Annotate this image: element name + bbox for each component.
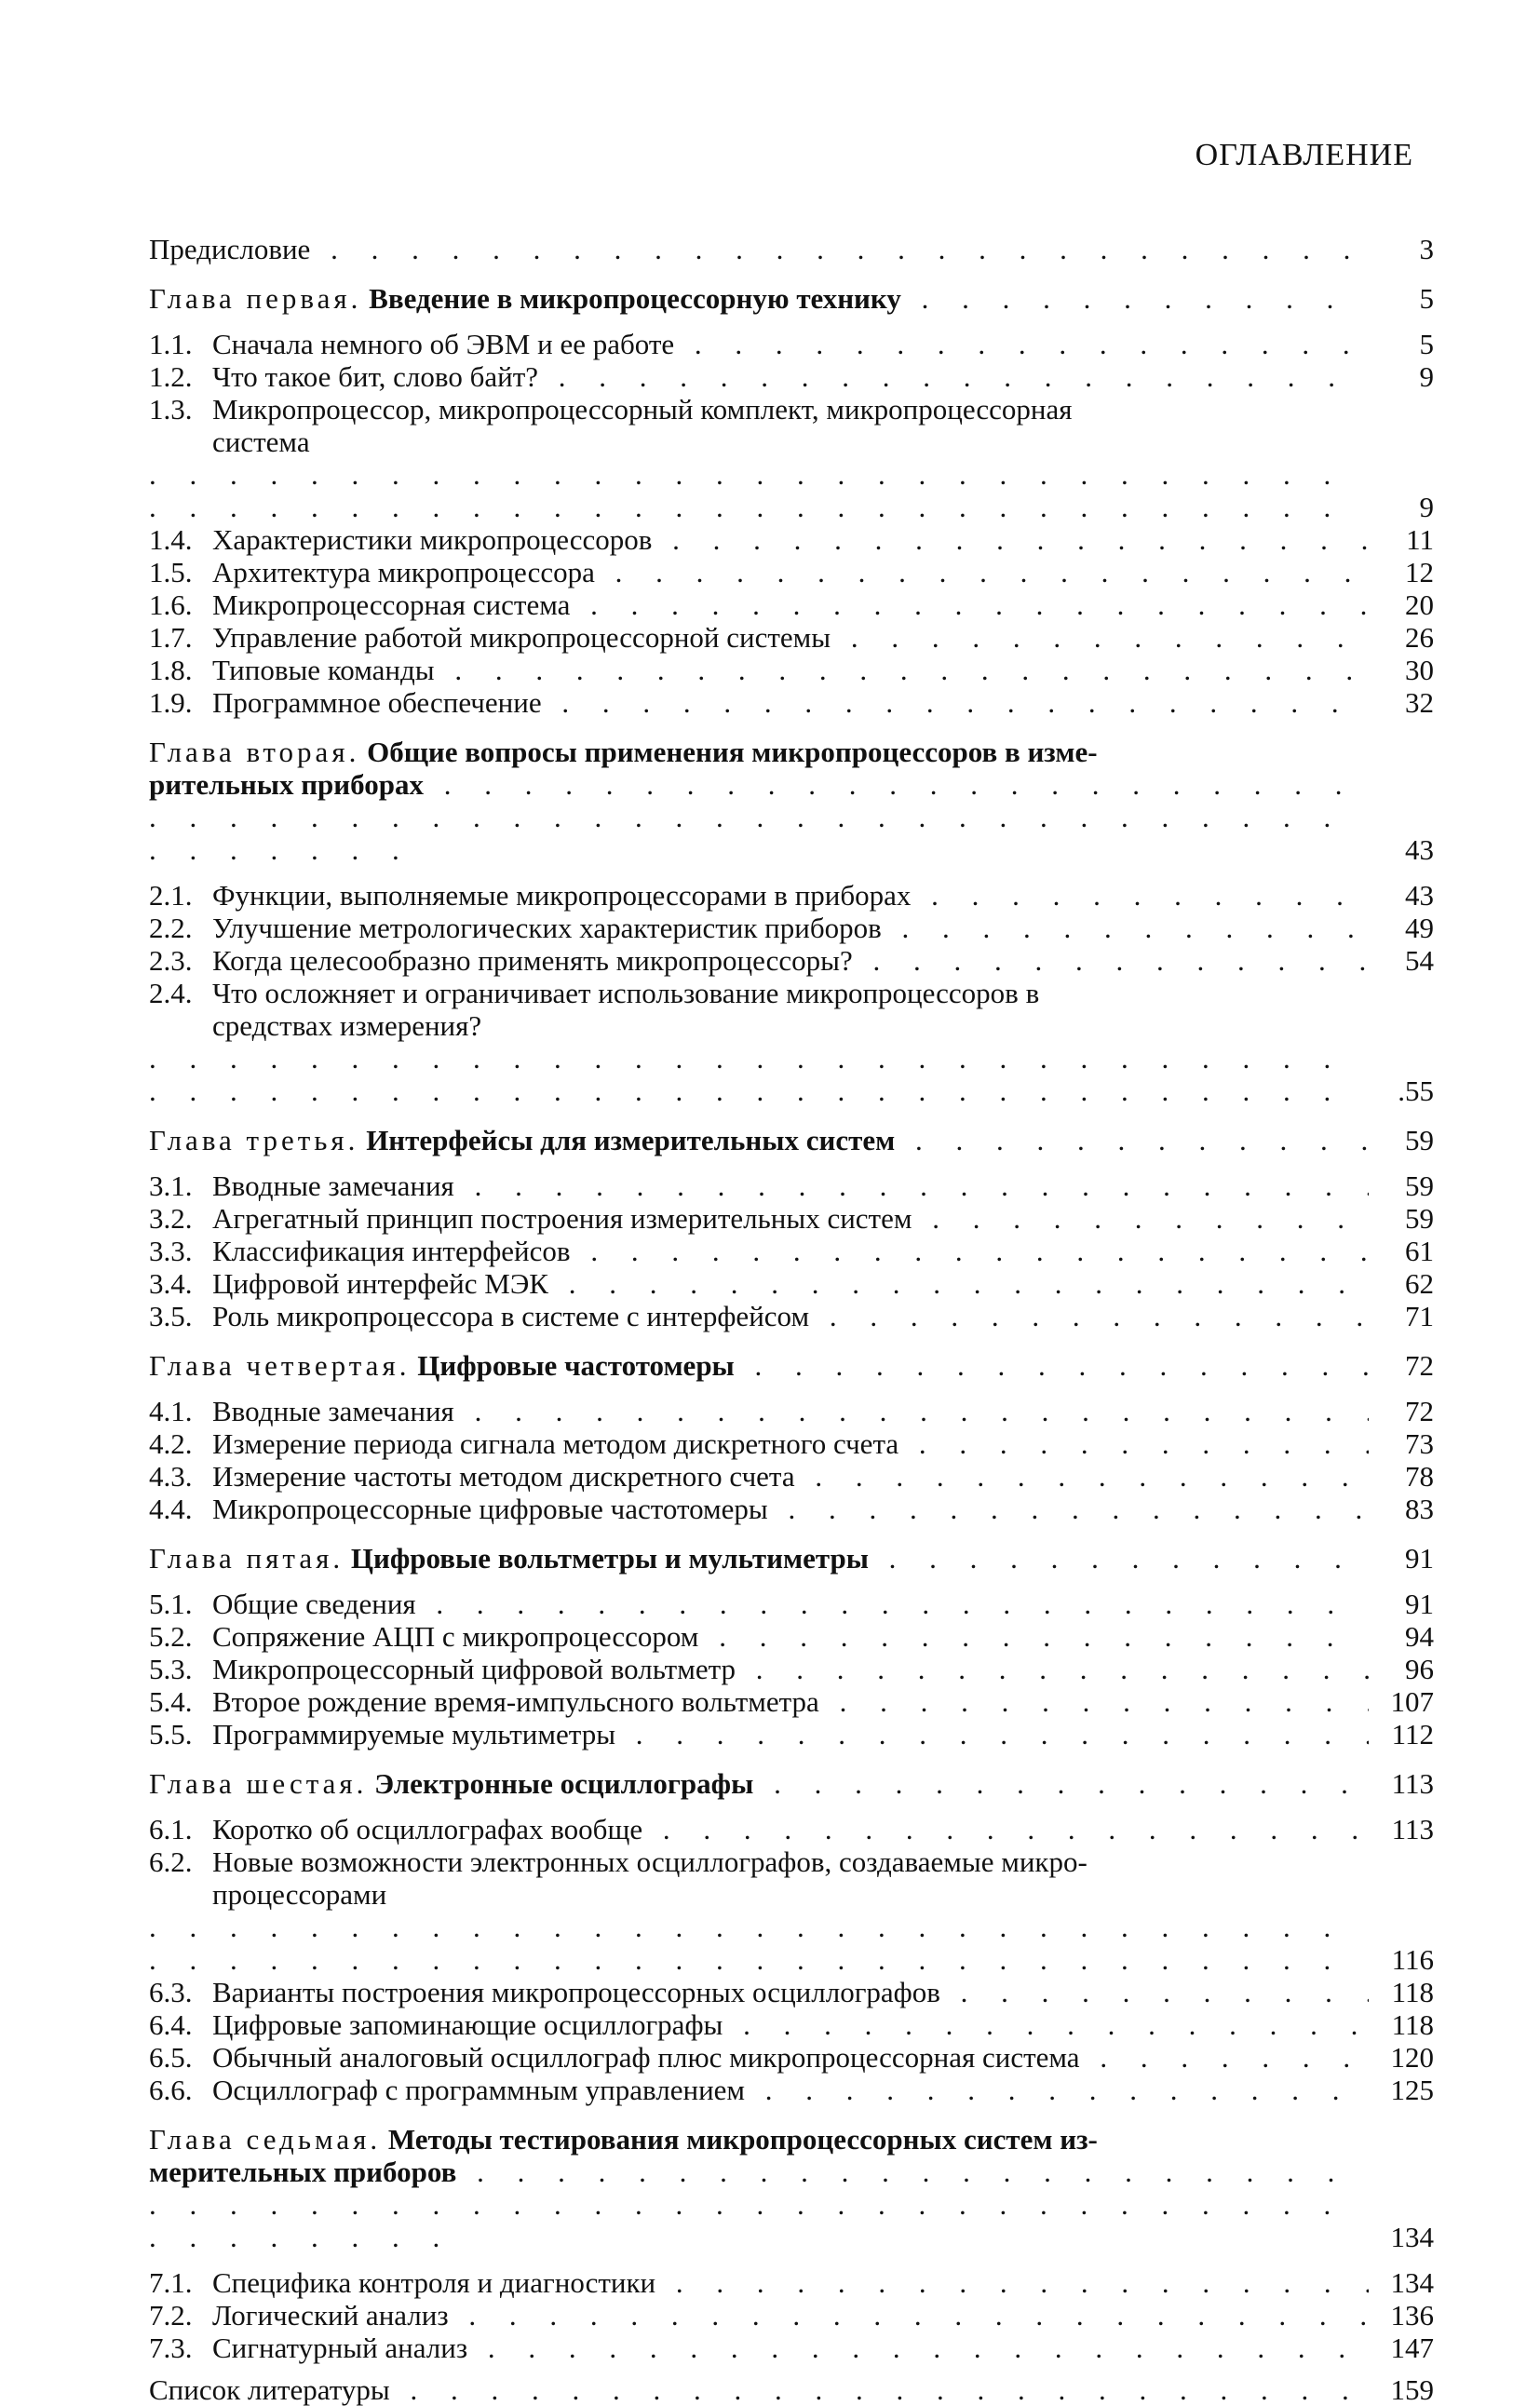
section-page: 118 — [1391, 1976, 1434, 2008]
section-number: 5.4. — [149, 1685, 193, 1718]
section-text-cont: процессорами — [212, 1878, 387, 1911]
section-list — [149, 1588, 1434, 1750]
toc-chapter-3[interactable] — [149, 1124, 1434, 1156]
section-title — [149, 2299, 1369, 2332]
section-title — [149, 1620, 1369, 1653]
toc-section[interactable] — [149, 2332, 1434, 2364]
chapter-page: 91 — [1405, 1542, 1434, 1575]
chapter-page: 113 — [1391, 1767, 1434, 1800]
section-title — [149, 1460, 1369, 1493]
section-title — [149, 1845, 1369, 1976]
chapter-page: 43 — [1405, 833, 1434, 866]
section-page: 120 — [1390, 2041, 1434, 2074]
section-title — [149, 1718, 1369, 1750]
toc-chapter-7[interactable] — [149, 2123, 1434, 2253]
section-title — [149, 523, 1369, 556]
section-title — [149, 2332, 1369, 2364]
chapter-name-cont: мерительных приборов — [149, 2156, 457, 2188]
toc-section[interactable] — [149, 944, 1434, 977]
section-text: Характеристики микропроцессоров — [212, 523, 653, 556]
section-title — [149, 944, 1369, 977]
section-title — [149, 1493, 1369, 1525]
section-page: 61 — [1405, 1235, 1434, 1267]
section-page: 73 — [1405, 1427, 1434, 1460]
toc-section[interactable] — [149, 1976, 1434, 2008]
section-title — [149, 1267, 1369, 1300]
section-title — [149, 556, 1369, 588]
chapter-label: Глава шестая. — [149, 1767, 368, 1800]
toc-entry-page: 159 — [1390, 2373, 1434, 2406]
section-page: 30 — [1405, 654, 1434, 686]
toc-section[interactable] — [149, 1845, 1434, 1976]
toc-entry-title: Предисловие . . . — [149, 233, 1369, 265]
section-text: Программное обеспечение — [212, 686, 542, 719]
section-text: Сначала немного об ЭВМ и ее работе — [212, 328, 675, 360]
chapter-name: Общие вопросы применения микропроцессоров в изме- — [367, 736, 1098, 768]
section-text-cont: средствах измерения? — [212, 1009, 482, 1042]
chapter-page: 5 — [1419, 282, 1434, 315]
section-title — [149, 360, 1369, 393]
chapter-title — [149, 1349, 1369, 1382]
chapter-title — [149, 282, 1369, 315]
section-number: 4.2. — [149, 1427, 193, 1460]
section-text: Обычный аналоговый осциллограф плюс микропроцессорная система — [212, 2041, 1080, 2074]
chapter-title — [149, 736, 1369, 866]
toc-section[interactable] — [149, 2299, 1434, 2332]
section-number: 4.4. — [149, 1493, 193, 1525]
section-list — [149, 328, 1434, 719]
toc-section[interactable] — [149, 588, 1434, 621]
chapter-label: Глава пятая. — [149, 1542, 344, 1575]
page-title: ОГЛАВЛЕНИЕ — [1195, 138, 1413, 172]
section-text: Архитектура микропроцессора — [212, 556, 595, 588]
section-page: 113 — [1391, 1813, 1434, 1845]
toc-section[interactable] — [149, 1460, 1434, 1493]
toc-section[interactable] — [149, 1685, 1434, 1718]
section-text: Варианты построения микропроцессорных осциллографов — [212, 1976, 940, 2008]
section-title — [149, 2074, 1369, 2106]
section-number: 2.3. — [149, 944, 193, 977]
section-page: 94 — [1405, 1620, 1434, 1653]
section-number: 5.2. — [149, 1620, 193, 1653]
toc-section[interactable] — [149, 523, 1434, 556]
section-page: 5 — [1419, 328, 1434, 360]
section-text: Коротко об осциллографах вообще — [212, 1813, 643, 1845]
section-title — [149, 1685, 1369, 1718]
chapter-label: Глава вторая. — [149, 736, 360, 768]
section-text: Микропроцессор, микропроцессорный комплект, микропроцессорная — [212, 393, 1073, 426]
section-number: 4.1. — [149, 1395, 193, 1427]
section-number: 6.5. — [149, 2041, 193, 2074]
section-number: 7.3. — [149, 2332, 193, 2364]
toc-section[interactable] — [149, 328, 1434, 360]
section-page: 59 — [1405, 1169, 1434, 1202]
toc-entry-references[interactable] — [149, 2373, 1434, 2406]
section-number: 2.4. — [149, 977, 193, 1009]
section-number: 1.9. — [149, 686, 193, 719]
chapter-page: 134 — [1390, 2221, 1434, 2253]
section-text: Цифровой интерфейс МЭК — [212, 1267, 548, 1300]
section-number: 3.5. — [149, 1300, 193, 1332]
section-page: .55 — [1398, 1075, 1434, 1107]
section-title — [149, 1235, 1369, 1267]
toc-section[interactable] — [149, 879, 1434, 912]
section-text: Логический анализ — [212, 2299, 449, 2332]
section-title — [149, 1653, 1369, 1685]
section-page: 112 — [1391, 1718, 1434, 1750]
section-text: Микропроцессорный цифровой вольтметр — [212, 1653, 736, 1685]
toc-section[interactable] — [149, 621, 1434, 654]
toc-section[interactable] — [149, 1653, 1434, 1685]
section-number: 3.2. — [149, 1202, 193, 1235]
section-page: 96 — [1405, 1653, 1434, 1685]
toc-section[interactable] — [149, 912, 1434, 944]
section-number: 6.4. — [149, 2008, 193, 2041]
section-text: Сигнатурный анализ — [212, 2332, 468, 2364]
section-number: 5.3. — [149, 1653, 193, 1685]
section-page: 134 — [1390, 2266, 1434, 2299]
section-page: 107 — [1390, 1685, 1434, 1718]
section-text: Агрегатный принцип построения измерительных систем — [212, 1202, 912, 1235]
toc-section[interactable] — [149, 2041, 1434, 2074]
section-number: 5.1. — [149, 1588, 193, 1620]
toc-entry-page: 3 — [1419, 233, 1434, 265]
section-title — [149, 912, 1369, 944]
section-number: 3.4. — [149, 1267, 193, 1300]
section-page: 78 — [1405, 1460, 1434, 1493]
section-title — [149, 1427, 1369, 1460]
section-text: Сопряжение АЦП с микропроцессором — [212, 1620, 699, 1653]
section-page: 71 — [1405, 1300, 1434, 1332]
toc-section[interactable] — [149, 2074, 1434, 2106]
section-number: 1.4. — [149, 523, 193, 556]
section-text: Роль микропроцессора в системе с интерфейсом — [212, 1300, 810, 1332]
section-number: 1.1. — [149, 328, 193, 360]
chapter-page: 72 — [1405, 1349, 1434, 1382]
chapter-name: Введение в микропроцессорную технику — [369, 282, 901, 315]
toc-section[interactable] — [149, 1267, 1434, 1300]
section-text: Классификация интерфейсов — [212, 1235, 571, 1267]
section-number: 3.1. — [149, 1169, 193, 1202]
section-page: 9 — [1419, 360, 1434, 393]
section-title — [149, 1588, 1369, 1620]
toc-section[interactable] — [149, 360, 1434, 393]
section-number: 7.1. — [149, 2266, 193, 2299]
section-page: 62 — [1405, 1267, 1434, 1300]
chapter-list — [149, 282, 1434, 2364]
section-page: 49 — [1405, 912, 1434, 944]
toc-section[interactable] — [149, 1235, 1434, 1267]
toc-section[interactable] — [149, 654, 1434, 686]
toc-section[interactable] — [149, 2008, 1434, 2041]
toc-section[interactable] — [149, 1493, 1434, 1525]
section-number: 6.2. — [149, 1845, 193, 1878]
section-page: 12 — [1405, 556, 1434, 588]
section-text: Измерение частоты методом дискретного счета — [212, 1460, 795, 1493]
section-list — [149, 1813, 1434, 2106]
section-title — [149, 1202, 1369, 1235]
section-title — [149, 654, 1369, 686]
section-text: Специфика контроля и диагностики — [212, 2266, 656, 2299]
toc-section[interactable] — [149, 1169, 1434, 1202]
chapter-name: Методы тестирования микропроцессорных систем из- — [387, 2123, 1098, 2156]
section-text: Улучшение метрологических характеристик приборов — [212, 912, 882, 944]
section-number: 7.2. — [149, 2299, 193, 2332]
section-page: 43 — [1405, 879, 1434, 912]
section-title — [149, 621, 1369, 654]
chapter-page: 59 — [1405, 1124, 1434, 1156]
section-title — [149, 686, 1369, 719]
section-text: Что такое бит, слово байт? — [212, 360, 539, 393]
section-text: Функции, выполняемые микропроцессорами в приборах — [212, 879, 912, 912]
section-number: 6.1. — [149, 1813, 193, 1845]
section-text: Новые возможности электронных осциллографов, создаваемые микро- — [212, 1845, 1087, 1878]
section-page: 11 — [1406, 523, 1434, 556]
section-title — [149, 1976, 1369, 2008]
section-number: 1.7. — [149, 621, 193, 654]
section-title — [149, 1395, 1369, 1427]
toc-section[interactable] — [149, 1718, 1434, 1750]
section-text: Цифровые запоминающие осциллографы — [212, 2008, 723, 2041]
section-text: Осциллограф с программным управлением — [212, 2074, 746, 2106]
toc-chapter-2[interactable] — [149, 736, 1434, 866]
section-page: 147 — [1390, 2332, 1434, 2364]
section-text: Вводные замечания — [212, 1169, 454, 1202]
section-page: 9 — [1419, 491, 1434, 523]
toc-section[interactable] — [149, 686, 1434, 719]
section-number: 2.2. — [149, 912, 193, 944]
section-number: 6.3. — [149, 1976, 193, 2008]
section-number: 3.3. — [149, 1235, 193, 1267]
toc-section[interactable] — [149, 2266, 1434, 2299]
toc-section[interactable] — [149, 1202, 1434, 1235]
section-title — [149, 1169, 1369, 1202]
section-number: 1.2. — [149, 360, 193, 393]
section-number: 1.8. — [149, 654, 193, 686]
chapter-name: Цифровые частотомеры — [417, 1349, 735, 1382]
toc-chapter-4[interactable] — [149, 1349, 1434, 1382]
section-title — [149, 393, 1369, 523]
section-page: 59 — [1405, 1202, 1434, 1235]
section-list — [149, 1395, 1434, 1525]
section-page: 136 — [1390, 2299, 1434, 2332]
chapter-name-cont: рительных приборах — [149, 768, 424, 801]
section-list — [149, 2266, 1434, 2364]
toc-section[interactable] — [149, 1300, 1434, 1332]
section-text: Типовые команды — [212, 654, 435, 686]
section-text: Второе рождение время-импульсного вольтметра — [212, 1685, 819, 1718]
section-number: 2.1. — [149, 879, 193, 912]
section-title — [149, 1813, 1369, 1845]
section-number: 1.3. — [149, 393, 193, 426]
section-title — [149, 2041, 1369, 2074]
section-title — [149, 879, 1369, 912]
chapter-name: Цифровые вольтметры и мультиметры — [350, 1542, 869, 1575]
section-page: 26 — [1405, 621, 1434, 654]
section-text: Микропроцессорная система — [212, 588, 571, 621]
chapter-name: Электронные осциллографы — [374, 1767, 754, 1800]
toc-section[interactable] — [149, 556, 1434, 588]
chapter-title — [149, 2123, 1369, 2253]
toc-section[interactable] — [149, 1588, 1434, 1620]
section-list — [149, 879, 1434, 1107]
section-title — [149, 1300, 1369, 1332]
section-text: Вводные замечания — [212, 1395, 454, 1427]
toc-section[interactable] — [149, 1395, 1434, 1427]
section-page: 20 — [1405, 588, 1434, 621]
toc-chapter-6[interactable] — [149, 1767, 1434, 1800]
section-text-cont: система — [212, 426, 310, 458]
toc-section[interactable] — [149, 393, 1434, 523]
section-page: 32 — [1405, 686, 1434, 719]
section-text: Что осложняет и ограничивает использование микропроцессоров в — [212, 977, 1040, 1009]
chapter-label: Глава четвертая. — [149, 1349, 411, 1382]
section-text: Управление работой микропроцессорной системы — [212, 621, 831, 654]
section-text: Микропроцессорные цифровые частотомеры — [212, 1493, 768, 1525]
toc-entry-preface[interactable] — [149, 233, 1434, 265]
section-page: 72 — [1405, 1395, 1434, 1427]
toc-section[interactable] — [149, 1620, 1434, 1653]
section-page: 83 — [1405, 1493, 1434, 1525]
toc-chapter-5[interactable] — [149, 1542, 1434, 1575]
chapter-label: Глава третья. — [149, 1124, 359, 1156]
toc-section[interactable] — [149, 977, 1434, 1107]
chapter-label: Глава первая. — [149, 282, 362, 315]
section-page: 54 — [1405, 944, 1434, 977]
section-text: Программируемые мультиметры — [212, 1718, 616, 1750]
section-number: 1.5. — [149, 556, 193, 588]
section-title — [149, 977, 1369, 1107]
chapter-title — [149, 1542, 1369, 1575]
section-number: 6.6. — [149, 2074, 193, 2106]
section-text: Общие сведения — [212, 1588, 416, 1620]
section-text: Когда целесообразно применять микропроцессоры? — [212, 944, 853, 977]
section-number: 5.5. — [149, 1718, 193, 1750]
section-page: 116 — [1391, 1943, 1434, 1976]
section-text: Измерение периода сигнала методом дискретного счета — [212, 1427, 899, 1460]
toc-chapter-1[interactable] — [149, 282, 1434, 315]
chapter-title — [149, 1767, 1369, 1800]
section-title — [149, 2008, 1369, 2041]
section-title — [149, 2266, 1369, 2299]
chapter-title — [149, 1124, 1369, 1156]
table-of-contents — [149, 223, 1434, 2406]
section-number: 4.3. — [149, 1460, 193, 1493]
section-title — [149, 588, 1369, 621]
section-page: 91 — [1405, 1588, 1434, 1620]
toc-section[interactable] — [149, 1427, 1434, 1460]
toc-entry-title: Список литературы . . . — [149, 2373, 1369, 2406]
section-number: 1.6. — [149, 588, 193, 621]
section-list — [149, 1169, 1434, 1332]
section-page: 118 — [1391, 2008, 1434, 2041]
chapter-label: Глава седьмая. — [149, 2123, 382, 2156]
chapter-name: Интерфейсы для измерительных систем — [366, 1124, 896, 1156]
toc-section[interactable] — [149, 1813, 1434, 1845]
section-page: 125 — [1390, 2074, 1434, 2106]
section-title — [149, 328, 1369, 360]
